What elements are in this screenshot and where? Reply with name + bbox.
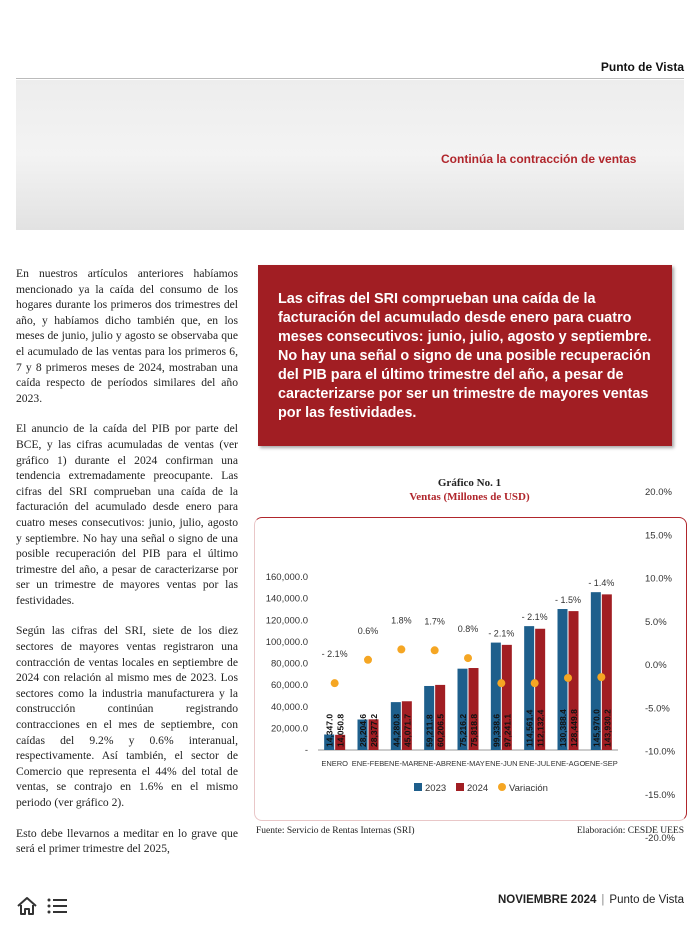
y2-tick-label: 5.0% <box>645 616 667 628</box>
bar-2023-label: 130,388.4 <box>558 709 568 747</box>
bar-2024-label: 75,818.8 <box>469 713 479 747</box>
chart-subtitle: Ventas (Millones de USD) <box>409 491 530 503</box>
y2-tick-label: 15.0% <box>645 530 672 542</box>
variation-label: 1.7% <box>424 616 445 627</box>
y-tick-label: 100,000.0 <box>265 636 308 648</box>
variation-point <box>597 673 605 681</box>
bar-2023-label: 44,280.8 <box>391 713 402 747</box>
nav-icons <box>16 896 68 916</box>
chart-source: Fuente: Servicio de Rentas Internas (SRI) <box>256 826 415 836</box>
variation-point <box>531 679 539 687</box>
header-section-title: Punto de Vista <box>600 60 684 74</box>
y-tick-label: 80,000.0 <box>271 658 308 670</box>
bar-2023-label: 145,970.0 <box>591 709 602 747</box>
y2-tick-label: 0.0% <box>645 660 667 671</box>
variation-point <box>331 679 339 687</box>
home-icon[interactable] <box>16 896 38 916</box>
variation-label: 1.8% <box>391 615 412 626</box>
variation-point <box>464 654 472 662</box>
body-paragraph: Según las cifras del SRI, siete de los diez sectores de mayores ventas registraron una contracción de ventas locales en septiembre de 2024 con relación al mismo mes de 2023. Los sectores como la industria manufacturera y la construcción continúan registrando contracciones en el mes de septiembre, con caídas del 9.2% y 0.6% interanual, respectivamente. Así también, el sector de Comercio que representa el 44% del total de ventas, se contrajo en 1.6% en el mismo periodo (ver gráfico 2). <box>16 624 238 809</box>
bar-2023-label: 14,347.0 <box>324 713 335 747</box>
bar-2024-label: 97,241.1 <box>502 713 513 747</box>
chart-title: Gráfico No. 1 <box>437 477 502 489</box>
x-tick-label: ENE-JUL <box>519 759 551 768</box>
y-tick-label: 20,000.0 <box>271 723 308 735</box>
body-paragraph: Esto debe llevarnos a meditar en lo grave que será el primer trimestre del 2025, <box>16 826 238 856</box>
legend-swatch-2024 <box>456 783 464 791</box>
bar-2024-label: 28,377.2 <box>369 713 379 747</box>
variation-label: 0.8% <box>457 624 479 635</box>
y2-tick-label: -20.0% <box>645 833 676 844</box>
legend-swatch-variacion <box>498 783 506 791</box>
y-tick-label: 60,000.0 <box>271 680 308 692</box>
chart-credit: Elaboración: CESDE UEES <box>576 826 684 836</box>
bar-2024-label: 14,050.8 <box>335 713 346 747</box>
x-tick-label: ENERO <box>321 759 349 768</box>
y-tick-label: 40,000.0 <box>271 701 308 713</box>
bar-2023-label: 75,216.2 <box>458 713 468 747</box>
y2-tick-label: -10.0% <box>645 746 676 758</box>
footer-section: Punto de Vista <box>609 894 684 906</box>
x-tick-label: ENE-MAY <box>451 759 485 768</box>
x-tick-label: ENE-JUN <box>485 759 518 768</box>
pull-quote <box>258 265 672 446</box>
bar-2024-label: 45,071.7 <box>402 713 413 747</box>
footer-separator: | <box>601 894 605 906</box>
body-paragraph: El anuncio de la caída del PIB por parte del BCE, y las cifras acumuladas de ventas (ver gráfico 1) durante el 2024 confirman una tendencia extremadamente preocupante. Las cifras del SRI comprueban una caída de la facturación del acumulado desde enero para cuatro meses consecutivos: junio, julio, agosto y septiembre. No hay una señal o signo de una posible recuperación del PIB para el último trimestre del año, a pesar de caracterizarse por ser un trimestre de mayores ventas por las festividades. <box>16 422 238 607</box>
footer-month: NOVIEMBRE 2024 <box>497 894 597 906</box>
y2-tick-label: 20.0% <box>645 487 672 498</box>
article-body <box>16 266 238 872</box>
x-tick-label: ENE-SEP <box>584 759 618 768</box>
y2-tick-label: -5.0% <box>645 703 670 715</box>
x-tick-label: ENE-MAR <box>384 759 419 768</box>
legend-label-2023: 2023 <box>425 783 447 794</box>
legend-swatch-2023 <box>414 783 422 791</box>
variation-point <box>564 674 572 682</box>
variation-point <box>364 656 372 664</box>
y2-tick-label: -15.0% <box>645 789 676 801</box>
y-tick-label: 140,000.0 <box>265 593 308 605</box>
header-rule <box>16 78 684 79</box>
variation-label: - 2.1% <box>521 612 548 623</box>
pull-quote-text: Las cifras del SRI comprueban una caída de la facturación del acumulado desde enero para cuatro meses consecutivos: junio, julio, agosto y septiembre. No hay una señal o signo de una posible recuperación del PIB para el último trimestre del año, a pesar de caracterizarse por ser un trimestre de mayores ventas por las festividades. <box>278 291 652 421</box>
bar-2024-label: 112,132.4 <box>535 709 546 747</box>
x-tick-label: ENE-ABR <box>417 759 452 768</box>
variation-label: - 2.1% <box>488 628 515 639</box>
variation-label: 0.6% <box>357 625 379 636</box>
variation-point <box>431 646 439 654</box>
y-tick-label: - <box>304 745 308 756</box>
variation-point <box>497 679 505 687</box>
variation-point <box>397 645 405 653</box>
body-paragraph: En nuestros artículos anteriores habíamos mencionado ya la caída del consumo de los hogares durante los primeros dos trimestres del año, y habíamos dicho también que, en los meses de junio, julio y agosto se observaba que el acumulado de las ventas para los primeros 6, 7 y 8 primeros meses de 2024, mostraban una caída respecto de períodos similares del año 2023. <box>16 267 238 405</box>
legend-label-2024: 2024 <box>467 783 489 794</box>
bar-2023-label: 114,561.4 <box>524 709 535 747</box>
bar-2023-label: 59,211.8 <box>424 714 435 747</box>
variation-label: - 1.5% <box>554 595 582 606</box>
menu-list-icon[interactable] <box>46 896 68 916</box>
y-tick-label: 160,000.0 <box>265 572 308 583</box>
bar-2024-label: 143,930.2 <box>602 709 613 747</box>
bar-2023-label: 99,338.6 <box>491 713 502 747</box>
variation-label: - 1.4% <box>588 578 615 589</box>
x-tick-label: ENE-AGO <box>550 759 586 768</box>
bar-2023-label: 28,204.6 <box>358 713 368 747</box>
bar-2024-label: 60,206.5 <box>435 713 446 747</box>
y2-tick-label: 10.0% <box>645 573 672 585</box>
x-tick-label: ENE-FEB <box>351 759 385 768</box>
legend-label-variacion: Variación <box>509 783 548 794</box>
banner-subtitle: Continúa la contracción de ventas <box>441 152 637 166</box>
page-footer <box>498 894 684 906</box>
y-tick-label: 120,000.0 <box>265 615 308 627</box>
bar-2024-label: 128,449.8 <box>569 709 579 747</box>
variation-label: - 2.1% <box>321 649 348 660</box>
